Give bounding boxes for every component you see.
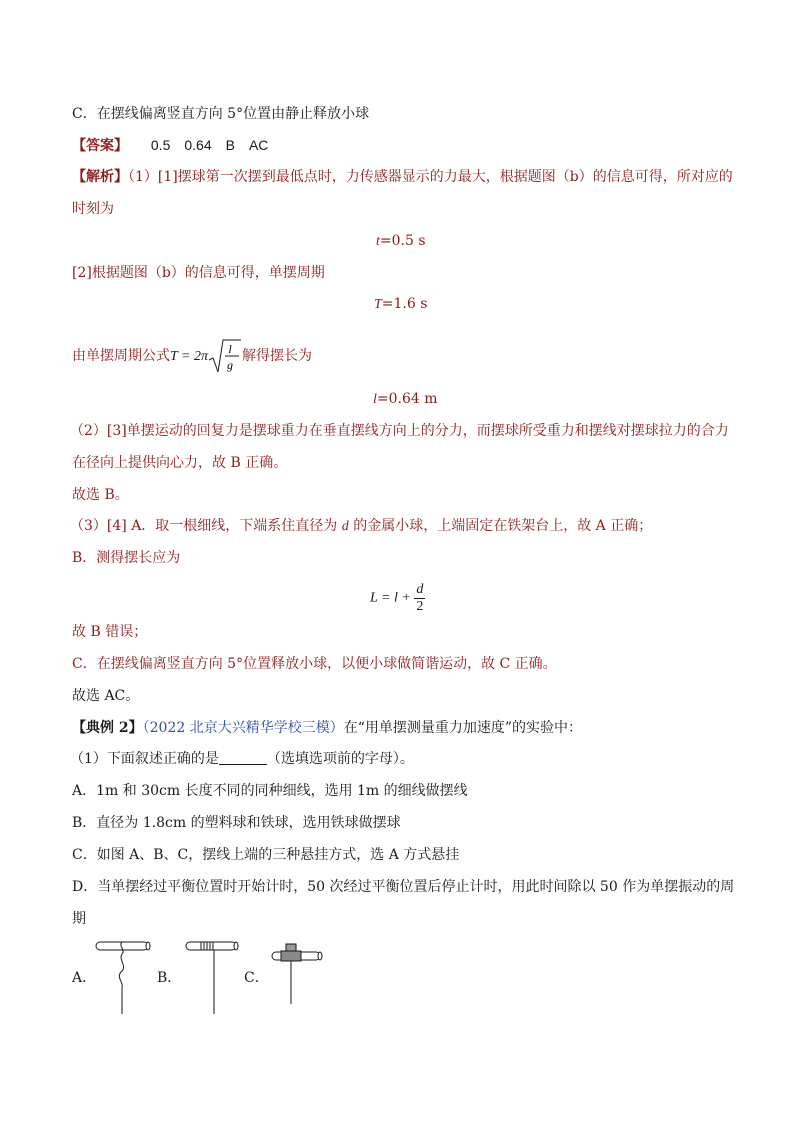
- analysis-p1b: 时刻为: [72, 201, 114, 217]
- analysis-p8: 故 B 错误；: [72, 624, 148, 640]
- analysis-p10: 故选 AC。: [72, 688, 140, 704]
- question-1: [70, 749, 414, 769]
- option-d-line2: 期: [72, 911, 86, 927]
- period-formula-lhs: T = 2π: [170, 349, 208, 364]
- period-formula-num: l: [228, 342, 232, 356]
- option-a: A．1m 和 30cm 长度不同的同种细线，选用 1m 的细线做摆线: [72, 783, 468, 799]
- equation-L: [370, 582, 425, 615]
- figure-c-hanging-method: [270, 938, 330, 1018]
- answer-values: 0.5 0.64 B AC: [150, 137, 269, 153]
- example2-stem: 在“用单摆测量重力加速度”的实验中：: [343, 720, 583, 736]
- figure-b-hanging-method: [184, 938, 244, 1018]
- equation-L-den: 2: [416, 599, 424, 614]
- equation-t-var: t: [376, 234, 380, 249]
- answer-blank: [219, 750, 267, 765]
- answer-line: [72, 135, 268, 156]
- figure-a-label: A．: [72, 970, 97, 986]
- analysis-p4a: （2）[3]单摆运动的回复力是摆球重力在垂直摆线方向上的分力，而摆球所受重力和摆线对摆球拉力的合力: [70, 423, 729, 439]
- question-1-pre: （1）下面叙述正确的是: [70, 751, 219, 767]
- analysis-p1a: [72, 167, 733, 187]
- equation-l: [373, 389, 438, 410]
- analysis-p1a-text: （1）[1]摆球第一次摆到最低点时，力传感器显示的力最大，根据题图（b）的信息可得，所对应的: [128, 169, 733, 185]
- equation-T-var: T: [374, 297, 382, 312]
- analysis-label: 【解析】: [72, 169, 128, 185]
- figure-b-label: B．: [157, 970, 182, 986]
- equation-l-rest: =0.64 m: [376, 391, 438, 407]
- example2-header: [72, 718, 582, 738]
- sqrt-icon: [208, 338, 242, 374]
- figure-c-label: C．: [244, 970, 269, 986]
- equation-t-rest: =0.5 s: [379, 233, 426, 249]
- analysis-p3: [72, 338, 312, 374]
- equation-T: [374, 294, 427, 315]
- option-b: B．直径为 1.8cm 的塑料球和铁球，选用铁球做摆球: [72, 815, 401, 831]
- analysis-p4b: 在径向上提供向心力，故 B 正确。: [72, 455, 288, 471]
- option-c-original: C．在摆线偏离竖直方向 5°位置由静止释放小球: [72, 106, 370, 122]
- period-formula-den: g: [227, 358, 233, 372]
- figure-a-hanging-method: [94, 938, 154, 1018]
- example2-source: （2022 北京大兴精华学校三模）: [142, 720, 344, 736]
- equation-L-num: d: [416, 582, 424, 597]
- analysis-p5: 故选 B。: [72, 487, 129, 503]
- option-c: C．如图 A、B、C，摆线上端的三种悬挂方式，选 A 方式悬挂: [72, 847, 460, 863]
- analysis-p7: B．测得摆长应为: [72, 550, 181, 566]
- analysis-p9: C．在摆线偏离竖直方向 5°位置释放小球，以便小球做简谐运动，故 C 正确。: [72, 656, 557, 672]
- analysis-p6: [70, 516, 652, 537]
- equation-t: [376, 231, 426, 252]
- example2-label: 【典例 2】: [72, 720, 143, 736]
- analysis-p3-post: 解得摆长为: [242, 348, 312, 364]
- option-d-line1: D．当单摆经过平衡位置时开始计时，50 次经过平衡位置后停止计时，用此时间除以 50 作为单摆振动的周: [72, 879, 735, 895]
- equation-T-rest: =1.6 s: [381, 296, 428, 312]
- equation-L-frac: [414, 582, 425, 615]
- analysis-p3-pre: 由单摆周期公式: [72, 348, 170, 364]
- question-1-post: （选填选项前的字母）。: [266, 751, 414, 767]
- equation-l-var: l: [373, 392, 377, 407]
- analysis-p6-pre: （3）[4] A．取一根细线，下端系住直径为: [70, 518, 338, 534]
- analysis-p2: [2]根据题图（b）的信息可得，单摆周期: [72, 265, 325, 281]
- analysis-p6-var: d: [341, 519, 349, 534]
- answer-label: 【答案】: [72, 138, 128, 154]
- equation-L-lhs: L = l +: [370, 590, 411, 606]
- period-formula-sqrt: [208, 338, 242, 374]
- analysis-p6-post: 的金属小球，上端固定在铁架台上，故 A 正确；: [353, 518, 653, 534]
